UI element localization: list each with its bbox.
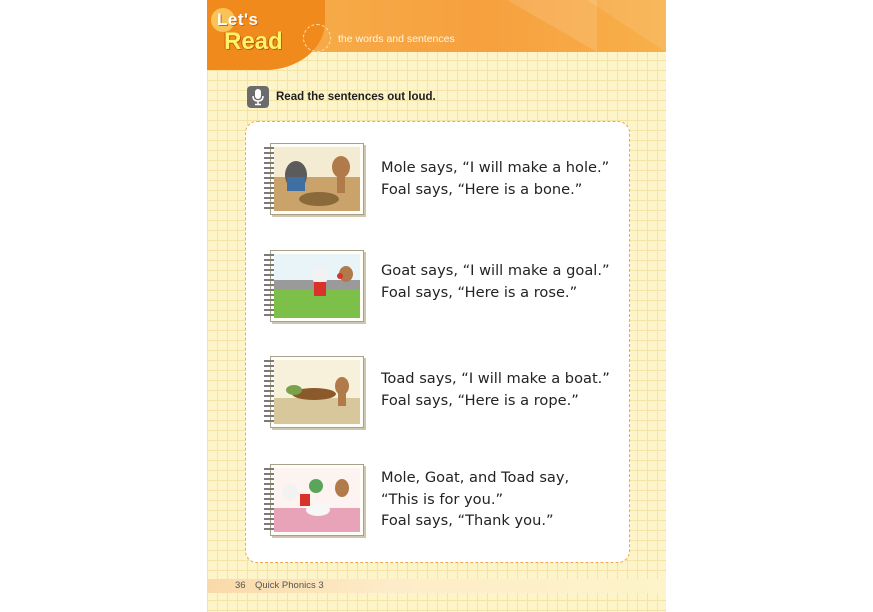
page-number: 36: [235, 580, 246, 591]
badge-read-text: Read: [224, 28, 283, 55]
mole-and-foal-picture: [264, 143, 364, 215]
sentence-line: Goat says, “I will make a goal.”: [381, 262, 610, 279]
toad-and-foal-picture: [264, 356, 364, 428]
microphone-icon[interactable]: [247, 86, 269, 108]
instruction: [247, 86, 436, 108]
goat-and-foal-picture: [264, 250, 364, 322]
section-subtitle: the words and sentences: [338, 33, 455, 45]
lets-read-badge: [207, 0, 325, 70]
badge-lets-text: Let's: [217, 10, 259, 29]
sentence-line: Foal says, “Here is a rope.”: [381, 391, 579, 409]
workbook-page: [207, 0, 666, 612]
sentence-line: Foal says, “Thank you.”: [381, 512, 554, 529]
book-title: Quick Phonics 3: [255, 580, 324, 591]
sentence-line: Foal says, “Here is a rose.”: [381, 283, 578, 301]
party-picture: [264, 464, 364, 536]
sentence-line: Toad says, “I will make a boat.”: [381, 370, 610, 387]
sentences-panel: [245, 121, 630, 563]
sentence-line: “This is for you.”: [381, 490, 504, 508]
instruction-text: Read the sentences out loud.: [276, 91, 436, 103]
sentence-line: Mole says, “I will make a hole.”: [381, 159, 610, 176]
sentence-line: Mole, Goat, and Toad say,: [381, 469, 570, 486]
sentence-line: Foal says, “Here is a bone.”: [381, 180, 583, 198]
